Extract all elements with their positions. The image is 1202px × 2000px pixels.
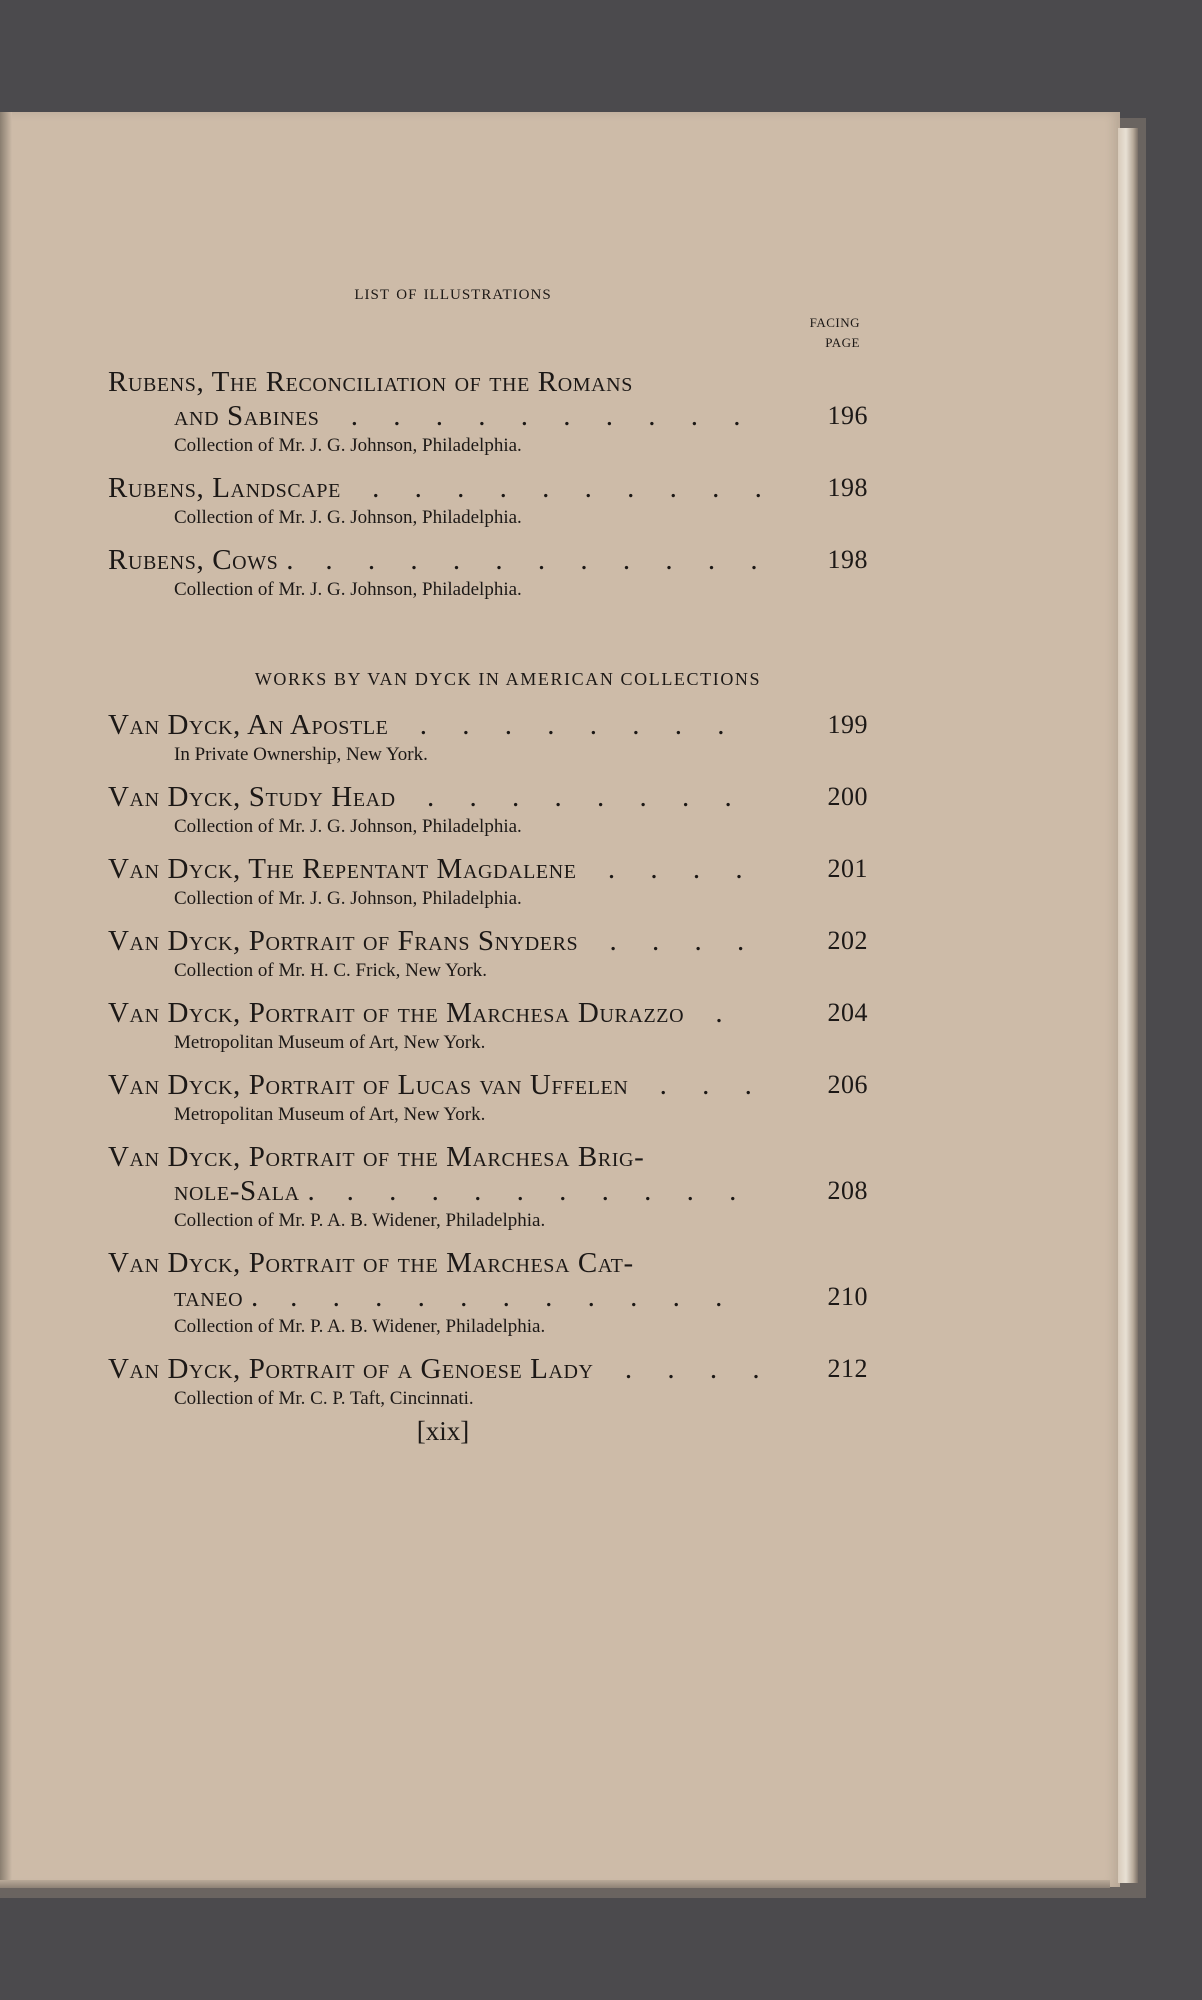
collection-note: Collection of Mr. J. G. Johnson, Philadelphia. <box>174 816 522 837</box>
illustration-title-line: taneo . . . . . . . . . . . . 210 <box>174 1281 868 1313</box>
illustration-entry <box>108 924 868 984</box>
collection-note: Collection of Mr. P. A. B. Widener, Philadelphia. <box>174 1316 546 1337</box>
facing-page-number: 201 <box>827 854 868 883</box>
illustration-entry <box>108 365 868 459</box>
illustration-title-line: Van Dyck, Portrait of Lucas van Uffelen . . . 206 <box>108 1069 868 1101</box>
illustration-title-line: Van Dyck, The Repentant Magdalene . . . . 201 <box>108 853 868 885</box>
page-bottom-edge <box>0 1880 1110 1888</box>
collection-note: Collection of Mr. H. C. Frick, New York. <box>174 960 487 981</box>
illustration-entry <box>108 708 868 768</box>
illustration-entry <box>108 1068 868 1128</box>
collection-note: Collection of Mr. J. G. Johnson, Philadelphia. <box>174 435 522 456</box>
collection-note: Collection of Mr. C. P. Taft, Cincinnati. <box>174 1388 474 1409</box>
facing-page-number: 208 <box>827 1176 868 1205</box>
illustration-title-line: Rubens, Cows . . . . . . . . . . . . 198 <box>108 544 868 576</box>
collection-note: Metropolitan Museum of Art, New York. <box>174 1032 486 1053</box>
illustration-entry <box>108 1140 868 1234</box>
facing-page-label: FACING PAGE <box>809 315 860 350</box>
illustration-title-line: nole-Sala . . . . . . . . . . . 208 <box>174 1175 868 1207</box>
collection-note: In Private Ownership, New York. <box>174 744 428 765</box>
facing-page-number: 202 <box>827 926 868 955</box>
illustration-title-line: Rubens, The Reconciliation of the Romans <box>108 366 633 398</box>
section-heading: WORKS BY VAN DYCK IN AMERICAN COLLECTIONS <box>254 669 762 689</box>
illustration-entry <box>108 543 868 603</box>
illustration-title-line: Van Dyck, Portrait of the Marchesa Durazzo . 204 <box>108 997 868 1029</box>
facing-page-number: 196 <box>827 401 868 430</box>
illustration-title-line: Van Dyck, Portrait of the Marchesa Cat- <box>108 1247 634 1279</box>
collection-note: Collection of Mr. J. G. Johnson, Philadelphia. <box>174 507 522 528</box>
illustration-title-line: Van Dyck, Portrait of a Genoese Lady . . . . 212 <box>108 1353 868 1385</box>
illustration-entry <box>108 996 868 1056</box>
illustration-entry <box>108 471 868 531</box>
illustration-title-line: and Sabines . . . . . . . . . . 196 <box>174 400 868 432</box>
van-dyck-illustrations-list <box>108 708 868 1412</box>
illustration-title-line: Van Dyck, An Apostle . . . . . . . . 199 <box>108 709 868 741</box>
illustration-title-line: Van Dyck, Portrait of Frans Snyders . . . . 202 <box>108 925 868 957</box>
illustration-entry <box>108 852 868 912</box>
facing-page-number: 200 <box>827 782 868 811</box>
page-content <box>108 270 868 1447</box>
facing-page-number: 198 <box>827 545 868 574</box>
collection-note: Collection of Mr. J. G. Johnson, Philadelphia. <box>174 888 522 909</box>
facing-page-number: 210 <box>827 1282 868 1311</box>
page-gutter <box>0 112 12 1887</box>
page-heading: list of illustrations <box>354 280 552 304</box>
illustration-entry <box>108 1352 868 1412</box>
facing-page-number: 199 <box>827 710 868 739</box>
collection-note: Metropolitan Museum of Art, New York. <box>174 1104 486 1125</box>
illustration-title-line: Van Dyck, Study Head . . . . . . . . 200 <box>108 781 868 813</box>
illustration-entry <box>108 780 868 840</box>
illustration-entry <box>108 1246 868 1340</box>
page-folio: [xix] <box>416 1416 470 1446</box>
facing-page-number: 204 <box>827 998 868 1027</box>
facing-page-number: 212 <box>827 1354 868 1383</box>
page-fore-edge <box>1118 128 1138 1883</box>
collection-note: Collection of Mr. J. G. Johnson, Philadelphia. <box>174 579 522 600</box>
rubens-illustrations-list <box>108 365 868 603</box>
illustration-title-line: Van Dyck, Portrait of the Marchesa Brig- <box>108 1141 645 1173</box>
illustration-title-line: Rubens, Landscape . . . . . . . . . . 198 <box>108 472 868 504</box>
collection-note: Collection of Mr. P. A. B. Widener, Philadelphia. <box>174 1210 546 1231</box>
facing-page-number: 206 <box>827 1070 868 1099</box>
facing-page-number: 198 <box>827 473 868 502</box>
